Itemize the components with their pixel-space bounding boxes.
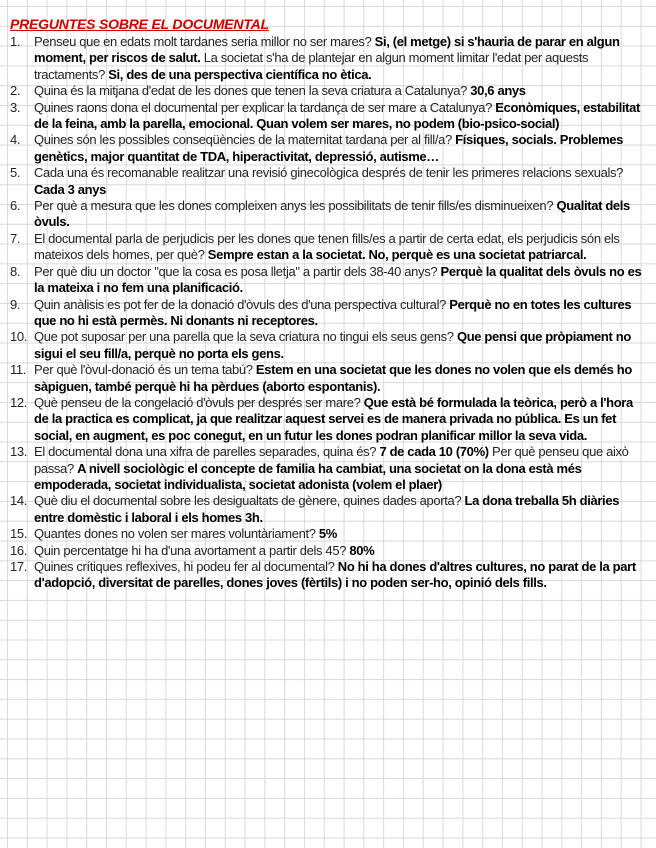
answer-text: 30,6 anys	[470, 83, 526, 99]
question-body	[34, 264, 642, 297]
question-item	[10, 493, 642, 526]
question-text: Per què l'òvul-donació és un tema tabú?	[34, 362, 256, 378]
question-text: Per què penseu que això passa?	[34, 444, 629, 476]
answer-text: 80%	[349, 542, 375, 558]
question-body	[34, 329, 642, 362]
document-title: PREGUNTES SOBRE EL DOCUMENTAL	[10, 16, 269, 32]
question-number: 15.	[10, 526, 28, 542]
answer-text: Si, (el metge) si s'hauria de parar en algun moment, per riscos de salut.	[34, 34, 620, 66]
question-number: 1.	[10, 34, 21, 49]
question-body	[34, 83, 642, 99]
question-item	[10, 231, 642, 264]
answer-text: Perquè la qualitat dels òvuls no es la mateixa i no fem una planificació.	[34, 263, 642, 296]
question-body	[34, 543, 642, 559]
answer-text: La dona treballa 5h diàries entre domèstic i laboral i els homes 3h.	[34, 493, 620, 525]
question-number: 5.	[10, 165, 21, 181]
answer-text: Perquè no en totes les cultures que no hi està permès. Ni donants ni receptores.	[34, 296, 632, 328]
question-number: 14.	[10, 493, 28, 509]
question-body	[34, 297, 642, 330]
question-number: 2.	[10, 83, 21, 99]
question-number: 11.	[10, 362, 27, 378]
question-item	[10, 132, 642, 165]
question-body	[34, 231, 642, 264]
question-number: 17.	[10, 559, 28, 574]
question-item	[10, 526, 642, 542]
question-item	[10, 444, 642, 493]
question-item	[10, 100, 642, 133]
question-item	[10, 362, 642, 395]
answer-text: Si, des de una perspectiva científica no ètica.	[108, 66, 372, 82]
question-text: Què diu el documental sobre les desigualtats de gènere, quines dades aporta?	[34, 493, 465, 509]
question-item	[10, 264, 642, 297]
question-text: Quines crítiques reflexives, hi podeu fer al documental?	[34, 559, 338, 574]
answer-text: No hi ha dones d'altres cultures, no parat de la part d'adopció, diversitat de parelles, dones joves (fèrtils) i no poden ser-ho, opinió dels fills.	[34, 559, 636, 591]
question-item	[10, 395, 642, 444]
question-number: 9.	[10, 296, 21, 312]
question-text: El documental dona una xifra de parelles separades, quina és?	[34, 444, 380, 460]
question-text: El documental parla de perjudicis per les dones que tenen fills/es a partir de certa edat, els perjudicis són els mateixos dels homes, per què?	[34, 230, 620, 263]
question-item	[10, 543, 642, 559]
question-item	[10, 34, 642, 83]
question-number: 10.	[10, 329, 28, 345]
question-number: 7.	[10, 230, 21, 246]
question-item	[10, 559, 642, 592]
answer-text: Que està bé formulada la teòrica, però a l'hora de la practica es complicat, ja que realitzar aquest servei es de manera privada no pública. Es un fet social, en augment, es poc conegut, en un futur les dones podran planificar millor la seva vida.	[34, 394, 633, 443]
question-item	[10, 198, 642, 231]
answer-text: Econòmiques, estabilitat de la feina, amb la parella, emocional. Quan volem ser mares, no podem (bio-psico-social)	[34, 99, 641, 132]
question-list	[10, 34, 642, 592]
question-number: 8.	[10, 263, 21, 279]
answer-text: Físiques, socials. Problemes genètics, major quantitat de TDA, hiperactivitat, depressió, autisme…	[34, 132, 624, 164]
question-body	[34, 493, 642, 526]
question-body	[34, 395, 642, 444]
question-number: 3.	[10, 99, 21, 115]
question-item	[10, 329, 642, 362]
question-body	[34, 198, 642, 231]
question-text: Quines són les possibles conseqüències de la maternitat tardana per al fill/a?	[34, 132, 456, 148]
question-text: Cada una és recomanable realitzar una revisió ginecològica després de tenir les primeres relacions sexuals?	[34, 165, 624, 181]
question-number: 13.	[10, 444, 28, 460]
question-body	[34, 526, 642, 542]
question-number: 16.	[10, 542, 28, 558]
answer-text: 7 de cada 10 (70%)	[379, 444, 489, 460]
question-number: 4.	[10, 132, 21, 148]
question-text: Penseu que en edats molt tardanes seria millor no ser mares?	[34, 34, 375, 49]
question-item	[10, 297, 642, 330]
question-text: La societat s'ha de plantejar en algun moment limitar l'edat per aquests tractaments?	[34, 50, 589, 82]
answer-text: A nivell sociològic el concepte de familia ha cambiat, una societat on la dona està més empoderada, societat individualista, societat adonista (volem el plaer)	[34, 460, 582, 492]
answer-text: Cada 3 anys	[34, 181, 107, 197]
question-text: Quina és la mitjana d'edat de les dones que tenen la seva criatura a Catalunya?	[34, 83, 471, 99]
answer-text: Qualitat dels òvuls.	[34, 198, 630, 230]
question-text: Que pot suposar per una parella que la seva criatura no tingui els seus gens?	[34, 329, 457, 345]
answer-text: Estem en una societat que les dones no volen que els demés ho sàpiguen, també perquè hi ha pèrdues (aborto espontanis).	[34, 362, 632, 394]
question-number: 6.	[10, 198, 21, 214]
question-body	[34, 559, 642, 592]
question-item	[10, 165, 642, 198]
question-body	[34, 362, 642, 395]
question-text: Quines raons dona el documental per explicar la tardança de ser mare a Catalunya?	[34, 99, 496, 115]
answer-text: 5%	[318, 526, 338, 542]
question-text: Què penseu de la congelació d'òvuls per després ser mare?	[34, 394, 364, 410]
question-text: Quantes dones no volen ser mares voluntàriament?	[34, 526, 319, 542]
answer-text: Que pensi que pròpiament no sigui el seu fill/a, perquè no porta els gens.	[34, 329, 631, 361]
question-body	[34, 100, 642, 133]
question-text: Quin percentatge hi ha d'una avortament a partir dels 45?	[34, 542, 350, 558]
question-text: Quin anàlisis es pot fer de la donació d'òvuls des d'una perspectiva cultural?	[34, 296, 450, 312]
question-number: 12.	[10, 394, 28, 410]
answer-text: Sempre estan a la societat. No, perquè es una societat patriarcal.	[207, 247, 587, 263]
question-body	[34, 165, 642, 198]
question-body	[34, 444, 642, 493]
question-item	[10, 83, 642, 99]
question-text: Per què diu un doctor "que la cosa es posa lletja" a partir dels 38-40 anys?	[34, 263, 441, 279]
question-body	[34, 132, 642, 165]
question-body	[34, 34, 642, 83]
question-text: Per què a mesura que les dones compleixen anys les possibilitats de tenir fills/es disminueixen?	[34, 198, 557, 214]
